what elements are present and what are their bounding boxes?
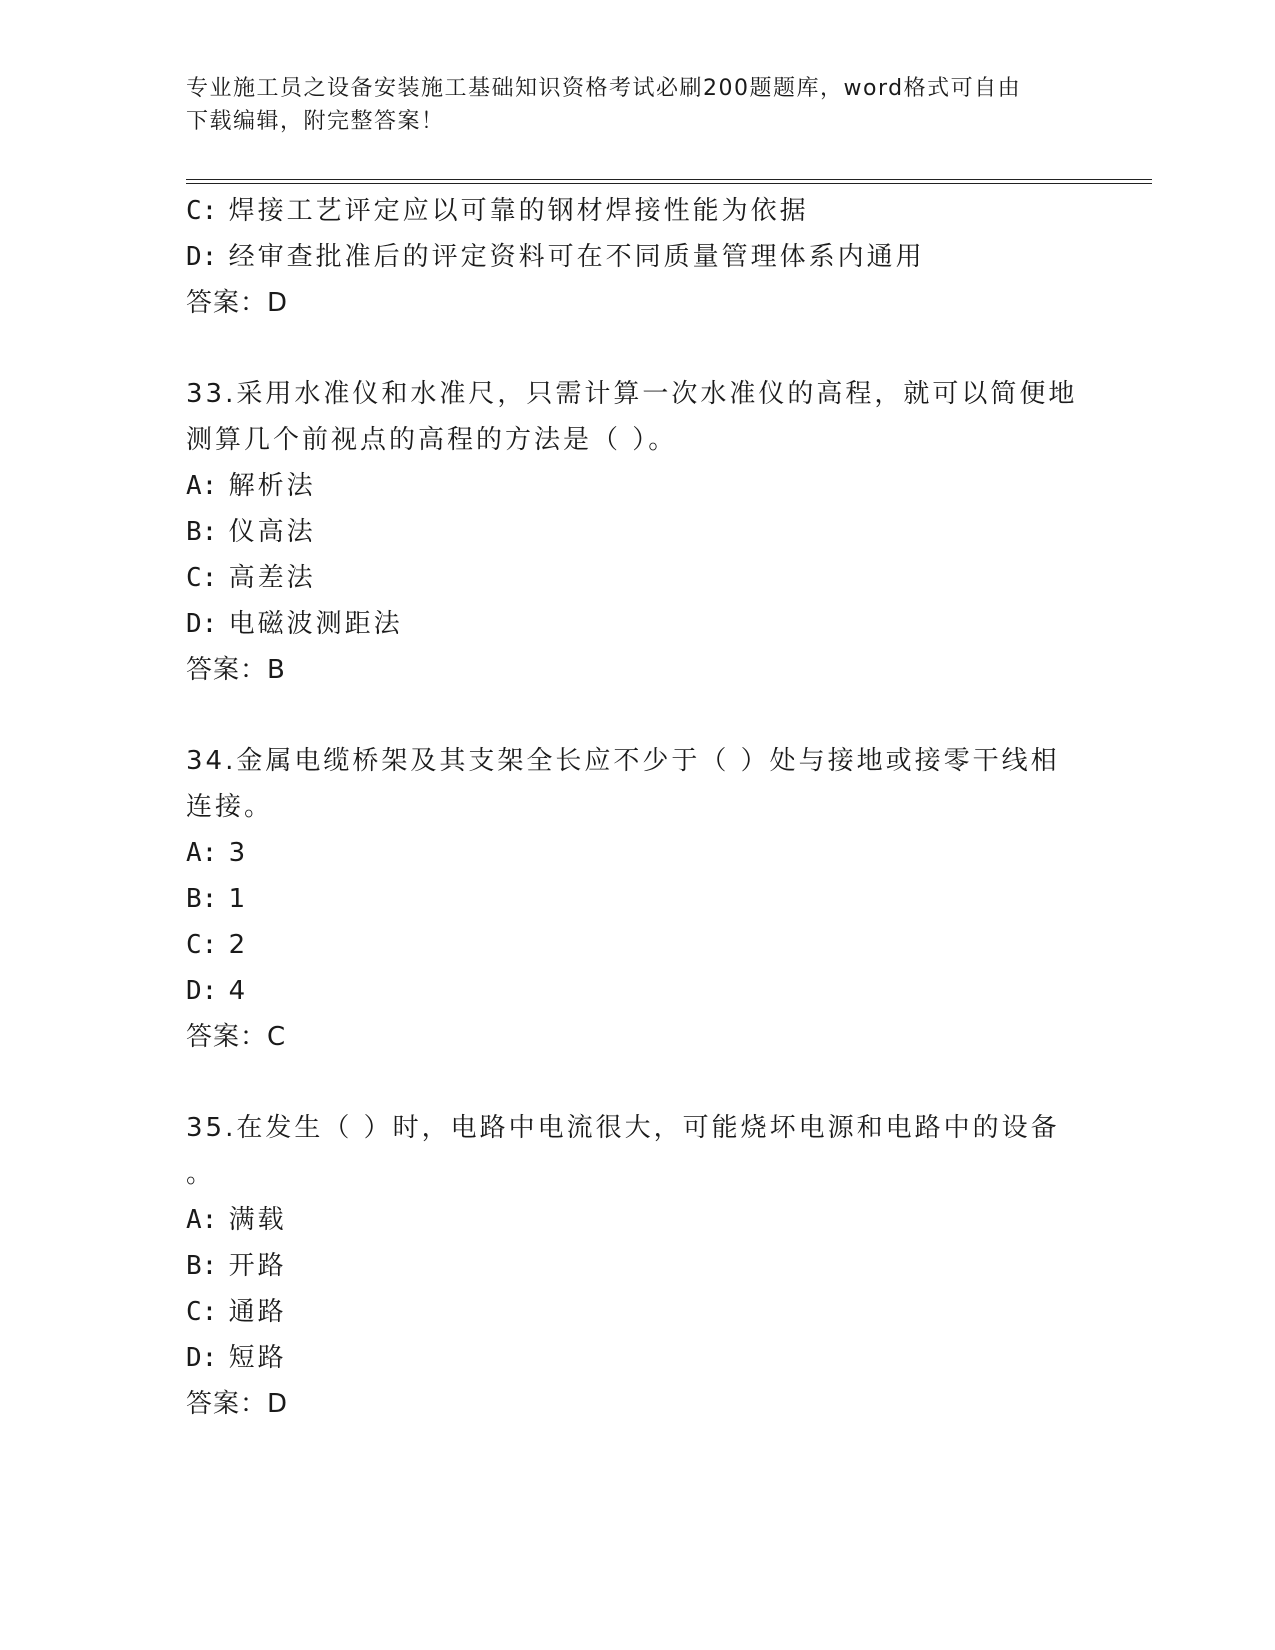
option-letter: C: <box>186 196 218 226</box>
question-content <box>186 188 1086 1427</box>
option-text: 焊接工艺评定应以可靠的钢材焊接性能为依据 <box>228 196 809 226</box>
option-letter: A: <box>186 471 218 501</box>
option-letter: B: <box>186 517 218 547</box>
option-text: 4 <box>228 976 249 1006</box>
answer-line: 答案：D <box>186 1389 289 1419</box>
question-35 <box>186 1105 1086 1427</box>
option-text: 高差法 <box>228 563 316 593</box>
question-stem-line: 。 <box>186 1159 216 1189</box>
option-text: 经审查批准后的评定资料可在不同质量管理体系内通用 <box>228 242 925 272</box>
option-line <box>186 830 1086 876</box>
option-line <box>186 188 1086 234</box>
option-line <box>186 968 1086 1014</box>
option-letter: C: <box>186 1297 218 1327</box>
option-text: 通路 <box>228 1297 287 1327</box>
document-header <box>186 72 1076 138</box>
option-line <box>186 234 1086 280</box>
question-33 <box>186 371 1086 693</box>
question-stem-line: 33.采用水准仪和水准尺，只需计算一次水准仪的高程，就可以简便地 <box>186 379 1078 409</box>
option-letter: B: <box>186 1251 218 1281</box>
option-line <box>186 601 1086 647</box>
option-text: 1 <box>228 884 249 914</box>
option-line <box>186 555 1086 601</box>
option-text: 短路 <box>228 1343 287 1373</box>
header-divider-top <box>186 179 1152 180</box>
option-letter: C: <box>186 930 218 960</box>
question-stem-line: 连接。 <box>186 792 274 822</box>
answer-line: 答案：B <box>186 655 286 685</box>
header-line-1: 专业施工员之设备安装施工基础知识资格考试必刷200题题库，word格式可自由 <box>186 76 1022 101</box>
option-line <box>186 1197 1086 1243</box>
option-line <box>186 922 1086 968</box>
question-stem-line: 测算几个前视点的高程的方法是（ ）。 <box>186 425 678 455</box>
answer-line: 答案：D <box>186 288 289 318</box>
prev-question <box>186 188 1086 326</box>
option-line <box>186 509 1086 555</box>
option-letter: A: <box>186 1205 218 1235</box>
answer-line: 答案：C <box>186 1022 287 1052</box>
option-line <box>186 1335 1086 1381</box>
option-line <box>186 1243 1086 1289</box>
question-stem-line: 35.在发生（ ）时，电路中电流很大，可能烧坏电源和电路中的设备 <box>186 1113 1060 1143</box>
question-stem-line: 34.金属电缆桥架及其支架全长应不少于（ ）处与接地或接零干线相 <box>186 746 1060 776</box>
option-text: 3 <box>228 838 249 868</box>
option-letter: C: <box>186 563 218 593</box>
option-letter: D: <box>186 976 218 1006</box>
option-line <box>186 876 1086 922</box>
option-text: 电磁波测距法 <box>228 609 403 639</box>
option-letter: A: <box>186 838 218 868</box>
option-letter: D: <box>186 1343 218 1373</box>
header-divider-bottom <box>186 183 1152 184</box>
option-letter: D: <box>186 242 218 272</box>
option-line <box>186 1289 1086 1335</box>
option-text: 开路 <box>228 1251 287 1281</box>
option-text: 解析法 <box>228 471 316 501</box>
header-line-2: 下载编辑，附完整答案！ <box>186 109 445 134</box>
option-letter: D: <box>186 609 218 639</box>
option-line <box>186 463 1086 509</box>
option-text: 仪高法 <box>228 517 316 547</box>
option-text: 2 <box>228 930 249 960</box>
option-letter: B: <box>186 884 218 914</box>
question-34 <box>186 738 1086 1060</box>
option-text: 满载 <box>228 1205 287 1235</box>
